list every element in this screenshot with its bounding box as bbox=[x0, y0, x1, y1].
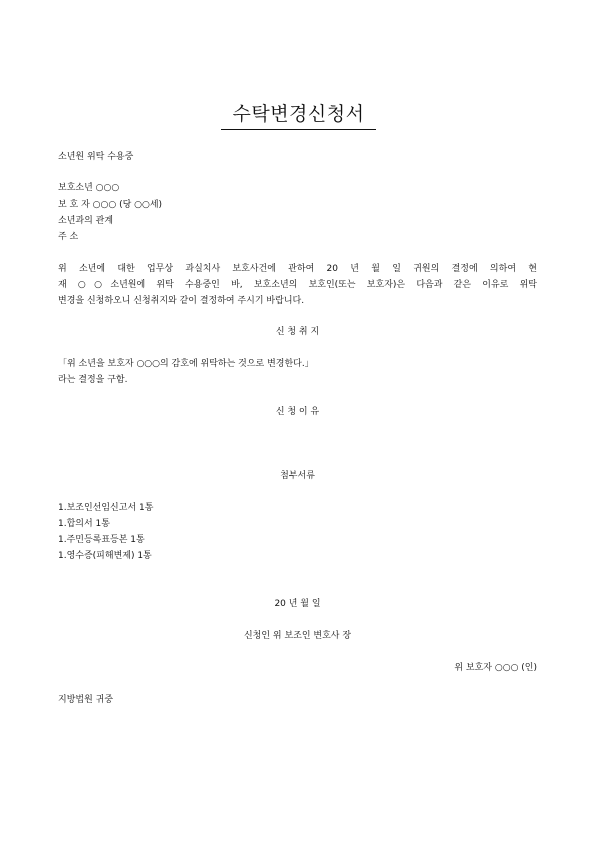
reason-heading: 신 청 이 유 bbox=[275, 407, 320, 417]
body-line-2: 재 ○○소년원에 위탁 수용중인 바, 보호소년의 보호인(또는 보호자)은 다음과 같은 이유로 위탁 bbox=[58, 280, 537, 290]
court-line: 지방법원 귀중 bbox=[58, 695, 114, 705]
document-title: 수탁변경신청서 bbox=[232, 103, 365, 125]
body-line-3: 변경을 신청하오니 신청취지와 같이 결정하여 주시기 바랍니다. bbox=[58, 296, 305, 306]
guardian-signature-line: 위 보호자 ○○○ (인) bbox=[454, 663, 537, 673]
title-underline bbox=[221, 129, 376, 130]
purpose-heading: 신 청 취 지 bbox=[275, 327, 320, 337]
addressee-line: 소년원 위탁 수용중 bbox=[58, 152, 134, 162]
purpose-line-1: 「위 소년을 보호자 ○○○의 감호에 위탁하는 것으로 변경한다.」 bbox=[58, 359, 314, 369]
attachment-item-3: 1.주민등록표등본 1통 bbox=[58, 535, 145, 545]
attachment-item-1: 1.보조인선임신고서 1통 bbox=[58, 503, 154, 513]
date-line: 20 년 월 일 bbox=[274, 599, 321, 609]
attachment-item-2: 1.합의서 1통 bbox=[58, 519, 110, 529]
guardian-line: 보 호 자 ○○○ (당 ○○세) bbox=[58, 200, 163, 210]
body-line-1: 위 소년에 대한 업무상 과실치사 보호사건에 관하여 20 년 월 일 귀원의 결정에 의하여 현 bbox=[58, 264, 537, 274]
attachments-heading: 첨부서류 bbox=[280, 471, 315, 481]
attachment-item-4: 1.영수증(피해변제) 1통 bbox=[58, 551, 152, 561]
juvenile-line: 보호소년 ○○○ bbox=[58, 183, 120, 193]
address-line: 주 소 bbox=[58, 232, 79, 242]
purpose-line-2: 라는 결정을 구함. bbox=[58, 375, 128, 385]
applicant-line: 신청인 위 보조인 변호사 장 bbox=[243, 631, 352, 641]
relation-line: 소년과의 관계 bbox=[58, 216, 114, 226]
